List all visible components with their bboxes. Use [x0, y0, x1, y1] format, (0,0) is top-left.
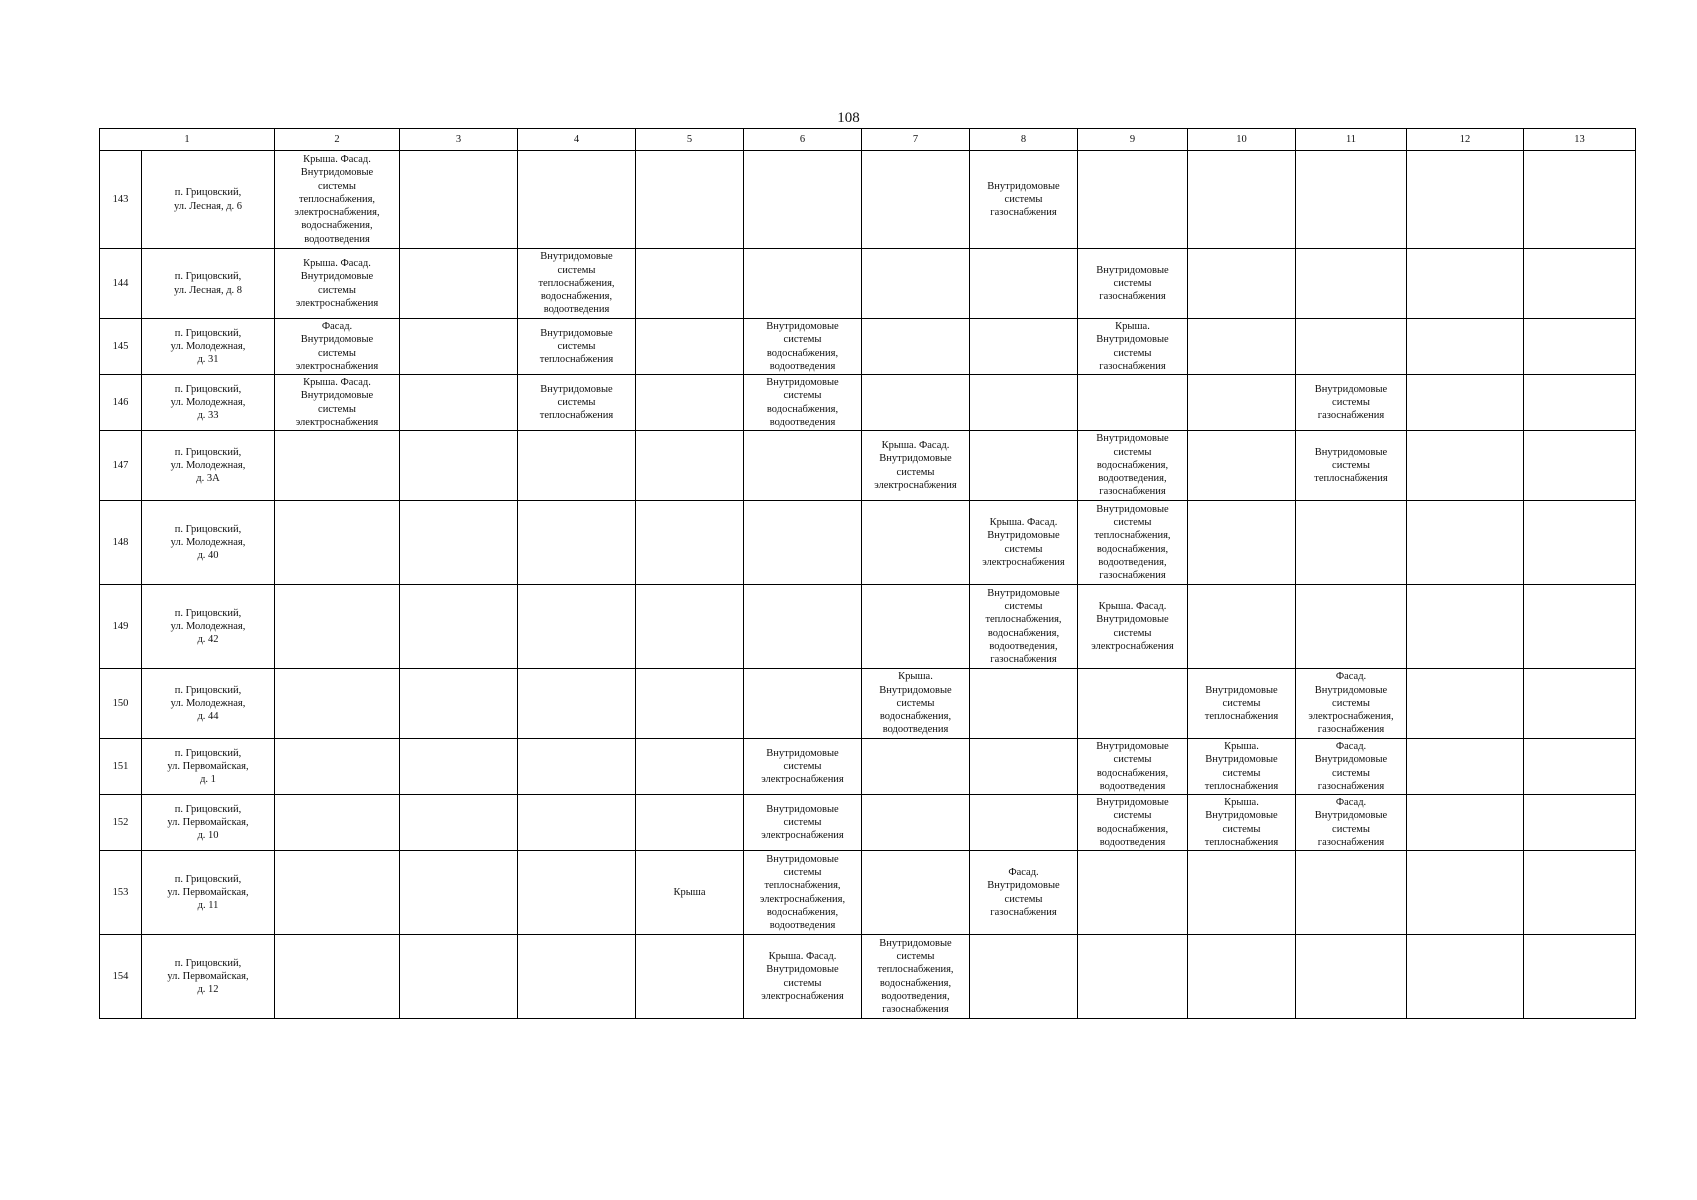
column-header: 7 [862, 129, 970, 151]
column-header: 13 [1524, 129, 1636, 151]
work-type-cell [1078, 669, 1188, 739]
work-type-cell [1296, 249, 1407, 319]
work-type-cell [744, 431, 862, 501]
work-type-cell: Крыша. Фасад. Внутридомовые системы электроснабжения [862, 431, 970, 501]
row-number-cell: 151 [100, 739, 142, 795]
work-type-cell [862, 585, 970, 669]
work-type-cell: Крыша. Внутридомовые системы теплоснабжения [1188, 795, 1296, 851]
table-row [100, 375, 1636, 431]
work-type-cell: Крыша. Фасад. Внутридомовые системы электроснабжения [970, 501, 1078, 585]
work-type-cell: Внутридомовые системы электроснабжения [744, 795, 862, 851]
work-type-cell [400, 319, 518, 375]
column-header: 6 [744, 129, 862, 151]
work-type-cell: Внутридомовые системы теплоснабжения, водоснабжения, водоотведения, газоснабжения [862, 935, 970, 1019]
work-type-cell [518, 585, 636, 669]
row-number-cell: 154 [100, 935, 142, 1019]
work-type-cell [1407, 851, 1524, 935]
table-row [100, 249, 1636, 319]
work-type-cell [400, 151, 518, 249]
work-type-cell: Крыша. Внутридомовые системы теплоснабжения [1188, 739, 1296, 795]
work-type-cell: Внутридомовые системы водоснабжения, водоотведения [744, 375, 862, 431]
work-type-cell [1407, 249, 1524, 319]
work-type-cell [1524, 375, 1636, 431]
work-type-cell [1524, 935, 1636, 1019]
work-type-cell [744, 501, 862, 585]
work-type-cell [1188, 935, 1296, 1019]
column-header: 9 [1078, 129, 1188, 151]
work-type-cell: Фасад. Внутридомовые системы электроснабжения [275, 319, 400, 375]
column-header: 12 [1407, 129, 1524, 151]
work-type-cell [275, 851, 400, 935]
work-type-cell [1524, 669, 1636, 739]
work-type-cell [862, 375, 970, 431]
row-number-cell: 153 [100, 851, 142, 935]
work-type-cell: Внутридомовые системы теплоснабжения [1188, 669, 1296, 739]
work-type-cell: Фасад. Внутридомовые системы газоснабжения [1296, 795, 1407, 851]
address-cell: п. Грицовский, ул. Молодежная, д. 42 [142, 585, 275, 669]
work-type-cell [518, 795, 636, 851]
work-type-cell [1296, 935, 1407, 1019]
row-number-cell: 148 [100, 501, 142, 585]
work-type-cell: Внутридомовые системы теплоснабжения, водоснабжения, водоотведения, газоснабжения [1078, 501, 1188, 585]
work-type-cell: Внутридомовые системы теплоснабжения [518, 375, 636, 431]
work-type-cell [1188, 375, 1296, 431]
table-row [100, 151, 1636, 249]
work-type-cell [636, 501, 744, 585]
work-type-cell [636, 935, 744, 1019]
work-type-cell: Крыша. Фасад. Внутридомовые системы электроснабжения [744, 935, 862, 1019]
work-type-cell [1407, 585, 1524, 669]
work-type-cell [1296, 501, 1407, 585]
address-cell: п. Грицовский, ул. Лесная, д. 8 [142, 249, 275, 319]
table-row [100, 431, 1636, 501]
work-type-cell [862, 795, 970, 851]
work-type-cell [636, 739, 744, 795]
work-type-cell [1407, 319, 1524, 375]
work-type-cell [400, 431, 518, 501]
work-type-cell [518, 431, 636, 501]
address-cell: п. Грицовский, ул. Первомайская, д. 11 [142, 851, 275, 935]
work-type-cell [518, 501, 636, 585]
column-header: 10 [1188, 129, 1296, 151]
work-type-cell [1524, 319, 1636, 375]
work-type-cell [970, 669, 1078, 739]
work-type-cell: Внутридомовые системы теплоснабжения, водоснабжения, водоотведения [518, 249, 636, 319]
work-type-cell: Крыша. Фасад. Внутридомовые системы теплоснабжения, электроснабжения, водоснабжения, водоотведения [275, 151, 400, 249]
work-type-cell [744, 669, 862, 739]
work-type-cell [518, 151, 636, 249]
repair-schedule-table [99, 128, 1636, 1019]
work-type-cell [862, 319, 970, 375]
work-type-cell [1296, 319, 1407, 375]
work-type-cell: Фасад. Внутридомовые системы электроснабжения, газоснабжения [1296, 669, 1407, 739]
row-number-cell: 143 [100, 151, 142, 249]
address-cell: п. Грицовский, ул. Молодежная, д. 3А [142, 431, 275, 501]
column-number-header-row [100, 129, 1636, 151]
row-number-cell: 146 [100, 375, 142, 431]
address-cell: п. Грицовский, ул. Молодежная, д. 31 [142, 319, 275, 375]
work-type-cell [1296, 585, 1407, 669]
table-row [100, 501, 1636, 585]
work-type-cell [970, 935, 1078, 1019]
address-cell: п. Грицовский, ул. Первомайская, д. 1 [142, 739, 275, 795]
work-type-cell [518, 851, 636, 935]
column-header: 11 [1296, 129, 1407, 151]
work-type-cell: Крыша. Фасад. Внутридомовые системы электроснабжения [1078, 585, 1188, 669]
work-type-cell [1078, 151, 1188, 249]
work-type-cell [636, 669, 744, 739]
work-type-cell [1407, 935, 1524, 1019]
address-cell: п. Грицовский, ул. Первомайская, д. 10 [142, 795, 275, 851]
work-type-cell [636, 795, 744, 851]
work-type-cell: Внутридомовые системы электроснабжения [744, 739, 862, 795]
work-type-cell [970, 249, 1078, 319]
work-type-cell [1078, 851, 1188, 935]
work-type-cell [636, 249, 744, 319]
work-type-cell: Внутридомовые системы водоснабжения, водоотведения [744, 319, 862, 375]
work-type-cell [1188, 501, 1296, 585]
work-type-cell [275, 585, 400, 669]
work-type-cell [1188, 319, 1296, 375]
work-type-cell [1524, 851, 1636, 935]
work-type-cell: Внутридомовые системы газоснабжения [1296, 375, 1407, 431]
table-row [100, 669, 1636, 739]
column-header: 4 [518, 129, 636, 151]
work-type-cell [744, 249, 862, 319]
table-row [100, 795, 1636, 851]
row-number-cell: 145 [100, 319, 142, 375]
work-type-cell [1407, 669, 1524, 739]
address-cell: п. Грицовский, ул. Молодежная, д. 44 [142, 669, 275, 739]
work-type-cell [636, 151, 744, 249]
work-type-cell [636, 319, 744, 375]
row-number-cell: 149 [100, 585, 142, 669]
work-type-cell: Фасад. Внутридомовые системы газоснабжения [1296, 739, 1407, 795]
address-cell: п. Грицовский, ул. Лесная, д. 6 [142, 151, 275, 249]
table-row [100, 739, 1636, 795]
work-type-cell: Внутридомовые системы водоснабжения, водоотведения, газоснабжения [1078, 431, 1188, 501]
work-type-cell [1524, 585, 1636, 669]
work-type-cell [400, 739, 518, 795]
work-type-cell [1188, 585, 1296, 669]
work-type-cell [400, 501, 518, 585]
work-type-cell [1078, 935, 1188, 1019]
work-type-cell [1524, 739, 1636, 795]
work-type-cell [1407, 151, 1524, 249]
work-type-cell: Внутридомовые системы газоснабжения [1078, 249, 1188, 319]
work-type-cell: Внутридомовые системы теплоснабжения [1296, 431, 1407, 501]
work-type-cell [518, 739, 636, 795]
address-cell: п. Грицовский, ул. Первомайская, д. 12 [142, 935, 275, 1019]
table-row [100, 319, 1636, 375]
work-type-cell [970, 319, 1078, 375]
work-type-cell [1296, 151, 1407, 249]
work-type-cell [862, 151, 970, 249]
address-cell: п. Грицовский, ул. Молодежная, д. 33 [142, 375, 275, 431]
work-type-cell [1078, 375, 1188, 431]
column-header: 5 [636, 129, 744, 151]
work-type-cell [1524, 501, 1636, 585]
work-type-cell [862, 739, 970, 795]
work-type-cell [970, 795, 1078, 851]
work-type-cell: Внутридомовые системы теплоснабжения, электроснабжения, водоснабжения, водоотведения [744, 851, 862, 935]
work-type-cell [1524, 151, 1636, 249]
work-type-cell [1407, 375, 1524, 431]
work-type-cell [970, 431, 1078, 501]
work-type-cell [970, 375, 1078, 431]
table-row [100, 851, 1636, 935]
work-type-cell [275, 739, 400, 795]
work-type-cell [400, 851, 518, 935]
work-type-cell [400, 935, 518, 1019]
work-type-cell [636, 585, 744, 669]
work-type-cell [1188, 151, 1296, 249]
work-type-cell: Крыша. Внутридомовые системы водоснабжения, водоотведения [862, 669, 970, 739]
work-type-cell [275, 501, 400, 585]
work-type-cell [400, 249, 518, 319]
work-type-cell [1407, 795, 1524, 851]
work-type-cell [1524, 249, 1636, 319]
work-type-cell [862, 249, 970, 319]
work-type-cell [400, 585, 518, 669]
work-type-cell [1296, 851, 1407, 935]
work-type-cell [400, 795, 518, 851]
work-type-cell: Крыша. Внутридомовые системы газоснабжения [1078, 319, 1188, 375]
work-type-cell [400, 375, 518, 431]
work-type-cell [275, 669, 400, 739]
page-number: 108 [837, 110, 860, 126]
work-type-cell [862, 851, 970, 935]
work-type-cell [636, 375, 744, 431]
work-type-cell: Внутридомовые системы газоснабжения [970, 151, 1078, 249]
work-type-cell: Внутридомовые системы теплоснабжения [518, 319, 636, 375]
work-type-cell [275, 935, 400, 1019]
work-type-cell: Крыша [636, 851, 744, 935]
work-type-cell [1188, 431, 1296, 501]
row-number-cell: 147 [100, 431, 142, 501]
work-type-cell [1407, 431, 1524, 501]
work-type-cell [1524, 795, 1636, 851]
table-row [100, 585, 1636, 669]
work-type-cell [1188, 851, 1296, 935]
work-type-cell [518, 935, 636, 1019]
work-type-cell [1188, 249, 1296, 319]
work-type-cell [744, 585, 862, 669]
work-type-cell: Внутридомовые системы теплоснабжения, водоснабжения, водоотведения, газоснабжения [970, 585, 1078, 669]
work-type-cell [275, 431, 400, 501]
work-type-cell: Фасад. Внутридомовые системы газоснабжения [970, 851, 1078, 935]
row-number-cell: 150 [100, 669, 142, 739]
address-cell: п. Грицовский, ул. Молодежная, д. 40 [142, 501, 275, 585]
row-number-cell: 144 [100, 249, 142, 319]
work-type-cell [636, 431, 744, 501]
work-type-cell: Внутридомовые системы водоснабжения, водоотведения [1078, 795, 1188, 851]
column-header: 2 [275, 129, 400, 151]
row-number-cell: 152 [100, 795, 142, 851]
work-type-cell [970, 739, 1078, 795]
work-type-cell: Крыша. Фасад. Внутридомовые системы электроснабжения [275, 249, 400, 319]
work-type-cell: Внутридомовые системы водоснабжения, водоотведения [1078, 739, 1188, 795]
column-header: 1 [100, 129, 275, 151]
work-type-cell [400, 669, 518, 739]
work-type-cell [1407, 501, 1524, 585]
table-body [100, 151, 1636, 1019]
work-type-cell: Крыша. Фасад. Внутридомовые системы электроснабжения [275, 375, 400, 431]
work-type-cell [744, 151, 862, 249]
work-type-cell [1407, 739, 1524, 795]
work-type-cell [275, 795, 400, 851]
column-header: 8 [970, 129, 1078, 151]
work-type-cell [1524, 431, 1636, 501]
column-header: 3 [400, 129, 518, 151]
work-type-cell [862, 501, 970, 585]
table-row [100, 935, 1636, 1019]
work-type-cell [518, 669, 636, 739]
